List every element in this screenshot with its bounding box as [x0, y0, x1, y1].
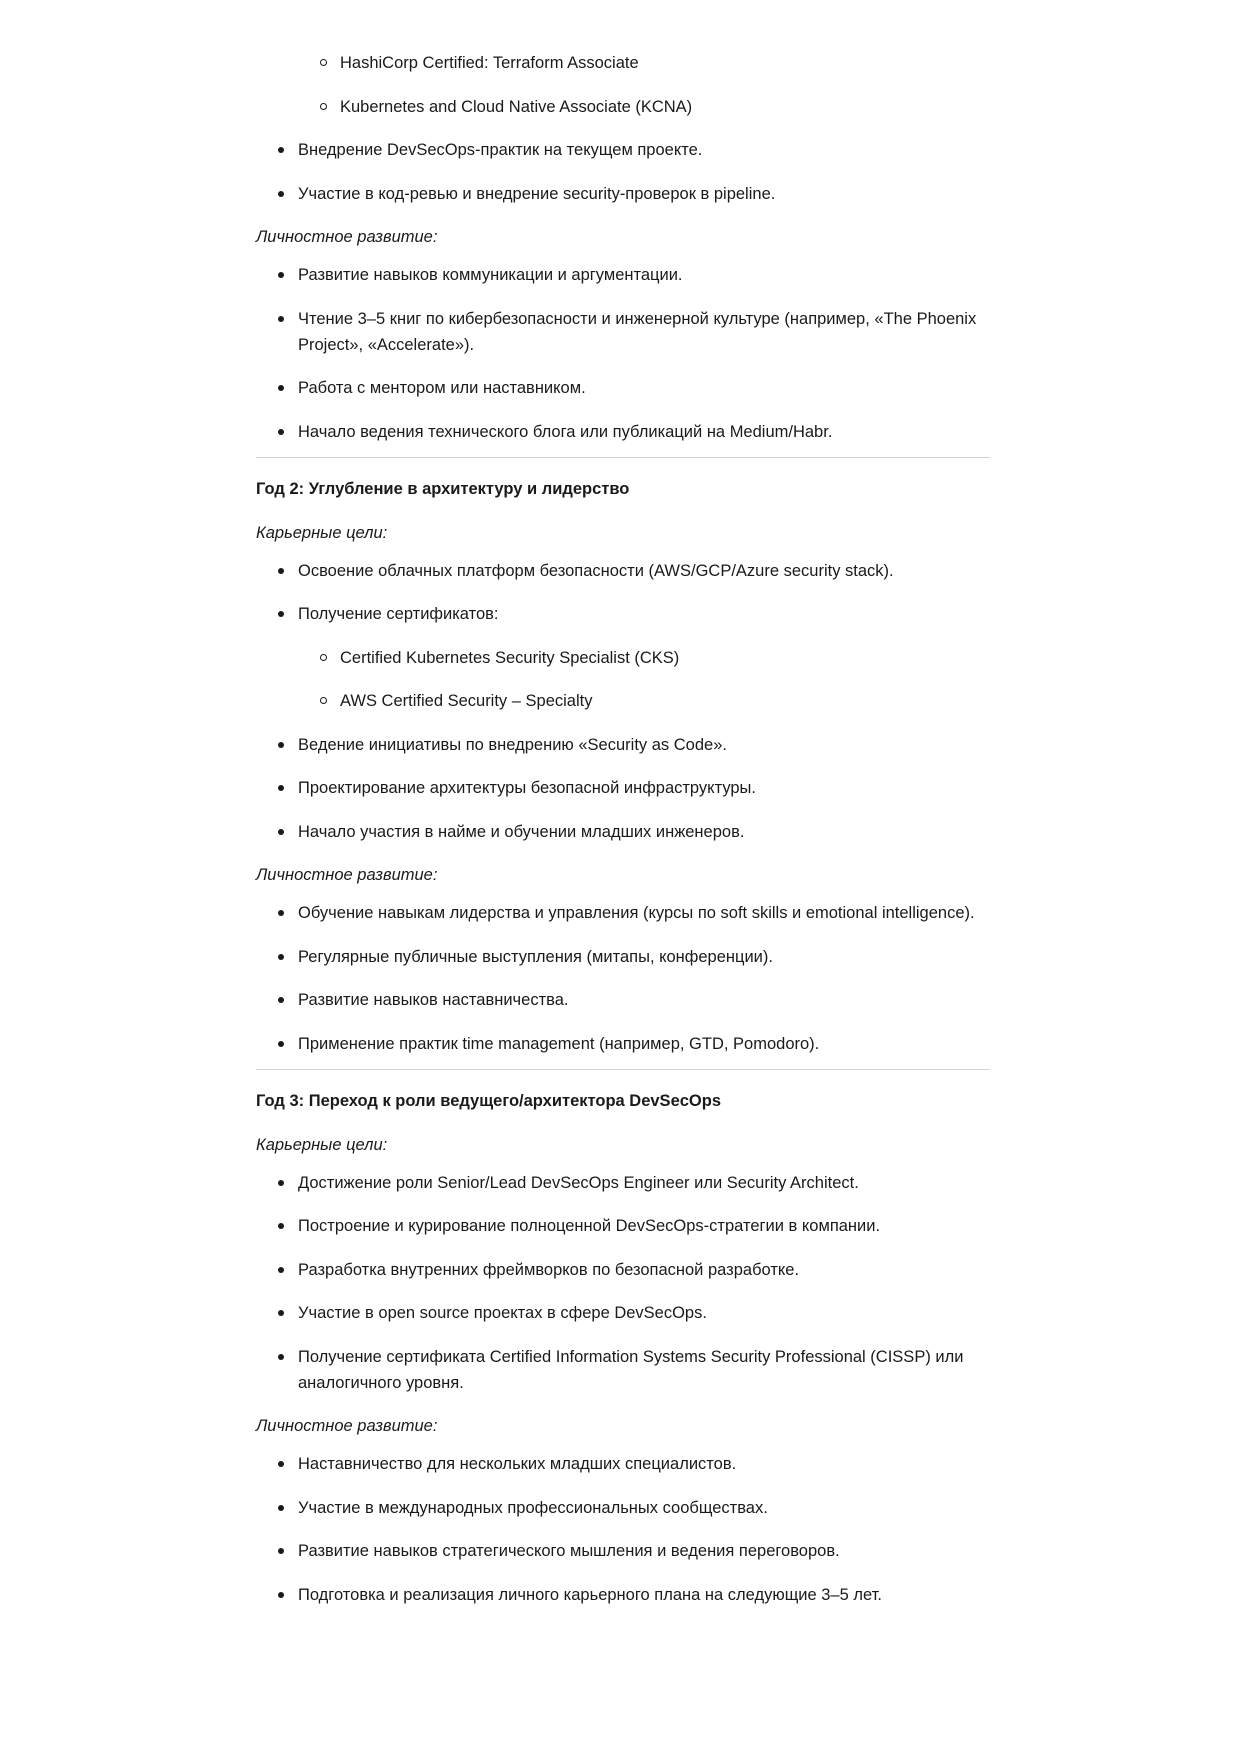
section-heading-year-2: Год 2: Углубление в архитектуру и лидерство — [256, 479, 630, 498]
list-item-text: Освоение облачных платформ безопасности (AWS/GCP/Azure security stack). — [298, 561, 894, 580]
list-item: AWS Certified Security – Specialty — [256, 688, 990, 714]
personal-development-list — [256, 900, 990, 1057]
career-goals-label: Карьерные цели: — [256, 523, 388, 542]
list-item: Получение сертификата Certified Information Systems Security Professional (CISSP) или аналогичного уровня. — [256, 1344, 990, 1396]
career-goals-label: Карьерные цели: — [256, 1135, 388, 1154]
list-item: Начало ведения технического блога или публикаций на Medium/Habr. — [256, 419, 990, 445]
certification-sublist — [256, 50, 990, 120]
section-divider — [256, 457, 990, 458]
list-item: Регулярные публичные выступления (митапы, конференции). — [256, 944, 990, 970]
personal-development-label: Личностное развитие: — [256, 1417, 438, 1435]
document-page — [256, 50, 990, 1625]
list-item: Участие в open source проектах в сфере DevSecOps. — [256, 1300, 990, 1326]
list-item-text: Проектирование архитектуры безопасной инфраструктуры. — [298, 779, 757, 797]
list-item — [256, 732, 990, 758]
list-item: HashiCorp Certified: Terraform Associate — [256, 50, 990, 76]
personal-development-label: Личностное развитие: — [256, 866, 438, 884]
list-item-text: Ведение инициативы по внедрению «Security as Code». — [298, 735, 727, 754]
list-item: Подготовка и реализация личного карьерного плана на следующие 3–5 лет. — [256, 1582, 990, 1608]
list-item — [256, 558, 990, 584]
section-heading-year-3: Год 3: Переход к роли ведущего/архитектора DevSecOps — [256, 1091, 722, 1110]
list-item: Certified Kubernetes Security Specialist (CKS) — [256, 645, 990, 671]
list-item: Построение и курирование полноценной DevSecOps-стратегии в компании. — [256, 1213, 990, 1239]
list-item: Чтение 3–5 книг по кибербезопасности и инженерной культуре (например, «The Phoenix Project», «Accelerate»). — [256, 306, 990, 358]
list-item: Разработка внутренних фреймворков по безопасной разработке. — [256, 1257, 990, 1283]
list-item: Развитие навыков стратегического мышления и ведения переговоров. — [256, 1538, 990, 1564]
personal-development-label: Личностное развитие: — [256, 228, 438, 246]
career-goals-list — [256, 558, 990, 845]
list-item: Внедрение DevSecOps-практик на текущем проекте. — [256, 137, 990, 163]
list-item-text: Получение сертификатов: — [298, 605, 499, 623]
list-item-text: Начало участия в найме и обучении младших инженеров. — [298, 822, 745, 841]
section-divider — [256, 1069, 990, 1070]
personal-development-list — [256, 1451, 990, 1608]
certification-sublist — [256, 645, 990, 715]
list-item: Развитие навыков коммуникации и аргументации. — [256, 262, 990, 288]
list-item: Работа с ментором или наставником. — [256, 375, 990, 401]
list-item: Kubernetes and Cloud Native Associate (KCNA) — [256, 94, 990, 120]
list-item: Обучение навыкам лидерства и управления (курсы по soft skills и emotional intelligence). — [256, 900, 990, 926]
list-item: Достижение роли Senior/Lead DevSecOps Engineer или Security Architect. — [256, 1170, 990, 1196]
list-item: Применение практик time management (например, GTD, Pomodoro). — [256, 1031, 990, 1057]
list-item: Наставничество для нескольких младших специалистов. — [256, 1451, 990, 1477]
list-item: Развитие навыков наставничества. — [256, 987, 990, 1013]
list-item — [256, 819, 990, 845]
list-item — [256, 601, 990, 714]
list-item: Участие в международных профессиональных сообществах. — [256, 1495, 990, 1521]
career-goals-list — [256, 1170, 990, 1396]
list-item: Участие в код-ревью и внедрение security-проверок в pipeline. — [256, 181, 990, 207]
personal-development-list — [256, 262, 990, 445]
career-goals-list — [256, 137, 990, 207]
list-item — [256, 775, 990, 801]
